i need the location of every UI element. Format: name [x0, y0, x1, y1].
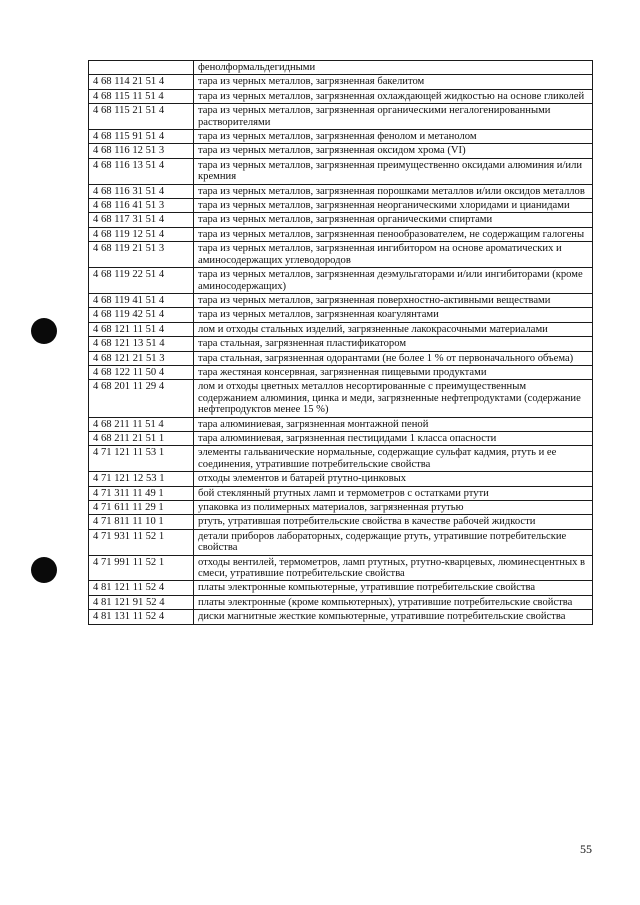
table-row — [89, 486, 593, 500]
table-row — [89, 595, 593, 609]
waste-description-cell: диски магнитные жесткие компьютерные, утратившие потребительские свойства — [194, 610, 593, 624]
table-row — [89, 351, 593, 365]
waste-description-cell: тара из черных металлов, загрязненная пенообразователем, не содержащим галогены — [194, 227, 593, 241]
waste-description-cell: платы электронные компьютерные, утратившие потребительские свойства — [194, 581, 593, 595]
waste-description-cell: тара из черных металлов, загрязненная органическими негалогенированными растворителями — [194, 104, 593, 130]
table-row — [89, 199, 593, 213]
waste-code-cell: 4 68 115 91 51 4 — [89, 130, 194, 144]
table-row — [89, 144, 593, 158]
waste-code-cell: 4 68 201 11 29 4 — [89, 380, 194, 417]
table-row — [89, 472, 593, 486]
waste-description-cell: тара из черных металлов, загрязненная преимущественно оксидами алюминия и/или кремния — [194, 158, 593, 184]
binder-hole-top — [31, 318, 57, 344]
waste-code-cell: 4 68 211 11 51 4 — [89, 417, 194, 431]
table-row — [89, 529, 593, 555]
waste-description-cell: детали приборов лабораторных, содержащие ртуть, утратившие потребительские свойства — [194, 529, 593, 555]
waste-code-cell: 4 68 121 21 51 3 — [89, 351, 194, 365]
waste-code-cell: 4 71 991 11 52 1 — [89, 555, 194, 581]
table-row — [89, 515, 593, 529]
table-row — [89, 581, 593, 595]
table-row — [89, 365, 593, 379]
waste-description-cell: тара стальная, загрязненная пластификатором — [194, 337, 593, 351]
waste-code-cell: 4 68 116 12 51 3 — [89, 144, 194, 158]
waste-code-cell: 4 71 121 11 53 1 — [89, 446, 194, 472]
waste-description-cell: фенолформальдегидными — [194, 61, 593, 75]
waste-code-cell: 4 68 119 12 51 4 — [89, 227, 194, 241]
waste-code-cell: 4 68 117 31 51 4 — [89, 213, 194, 227]
waste-description-cell: отходы вентилей, термометров, ламп ртутных, ртутно-кварцевых, люминесцентных в смеси, утратившие потребительские свойства — [194, 555, 593, 581]
table-row — [89, 446, 593, 472]
waste-code-cell: 4 68 116 41 51 3 — [89, 199, 194, 213]
waste-code-cell: 4 71 811 11 10 1 — [89, 515, 194, 529]
waste-code-cell: 4 68 116 31 51 4 — [89, 184, 194, 198]
table-row — [89, 337, 593, 351]
waste-description-cell: тара из черных металлов, загрязненная бакелитом — [194, 75, 593, 89]
waste-code-cell: 4 81 131 11 52 4 — [89, 610, 194, 624]
waste-code-cell: 4 68 211 21 51 1 — [89, 431, 194, 445]
waste-code-cell — [89, 61, 194, 75]
table-row — [89, 75, 593, 89]
table-row — [89, 158, 593, 184]
table-row — [89, 431, 593, 445]
waste-code-cell: 4 68 119 42 51 4 — [89, 308, 194, 322]
table-row — [89, 61, 593, 75]
waste-description-cell: тара из черных металлов, загрязненная поверхностно-активными веществами — [194, 293, 593, 307]
waste-classification-table — [88, 60, 593, 625]
table-row — [89, 130, 593, 144]
table-row — [89, 417, 593, 431]
table-row — [89, 184, 593, 198]
table-row — [89, 501, 593, 515]
waste-code-cell: 4 68 121 11 51 4 — [89, 322, 194, 336]
binder-hole-bottom — [31, 557, 57, 583]
table-row — [89, 293, 593, 307]
waste-code-cell: 4 68 114 21 51 4 — [89, 75, 194, 89]
waste-description-cell: тара из черных металлов, загрязненная органическими спиртами — [194, 213, 593, 227]
table-row — [89, 610, 593, 624]
table-row — [89, 380, 593, 417]
waste-code-cell: 4 71 121 12 53 1 — [89, 472, 194, 486]
waste-code-cell: 4 71 611 11 29 1 — [89, 501, 194, 515]
waste-description-cell: лом и отходы стальных изделий, загрязненные лакокрасочными материалами — [194, 322, 593, 336]
waste-code-cell: 4 81 121 11 52 4 — [89, 581, 194, 595]
waste-description-cell: платы электронные (кроме компьютерных), утратившие потребительские свойства — [194, 595, 593, 609]
waste-description-cell: упаковка из полимерных материалов, загрязненная ртутью — [194, 501, 593, 515]
waste-description-cell: отходы элементов и батарей ртутно-цинковых — [194, 472, 593, 486]
waste-code-cell: 4 71 311 11 49 1 — [89, 486, 194, 500]
waste-description-cell: тара жестяная консервная, загрязненная пищевыми продуктами — [194, 365, 593, 379]
waste-description-cell: тара из черных металлов, загрязненная охлаждающей жидкостью на основе гликолей — [194, 89, 593, 103]
waste-description-cell: ртуть, утратившая потребительские свойства в качестве рабочей жидкости — [194, 515, 593, 529]
waste-description-cell: тара из черных металлов, загрязненная коагулянтами — [194, 308, 593, 322]
waste-code-cell: 4 68 116 13 51 4 — [89, 158, 194, 184]
waste-code-cell: 4 68 115 21 51 4 — [89, 104, 194, 130]
waste-code-cell: 4 68 119 22 51 4 — [89, 268, 194, 294]
table-row — [89, 322, 593, 336]
waste-description-cell: тара из черных металлов, загрязненная порошками металлов и/или оксидов металлов — [194, 184, 593, 198]
waste-code-cell: 4 68 115 11 51 4 — [89, 89, 194, 103]
waste-code-cell: 4 68 119 41 51 4 — [89, 293, 194, 307]
table-row — [89, 555, 593, 581]
waste-description-cell: тара из черных металлов, загрязненная оксидом хрома (VI) — [194, 144, 593, 158]
waste-description-cell: тара из черных металлов, загрязненная фенолом и метанолом — [194, 130, 593, 144]
table-row — [89, 104, 593, 130]
table-row — [89, 213, 593, 227]
waste-description-cell: тара из черных металлов, загрязненная деэмульгаторами и/или ингибиторами (кроме аминосодержащих) — [194, 268, 593, 294]
table-row — [89, 89, 593, 103]
table-row — [89, 308, 593, 322]
waste-code-cell: 4 71 931 11 52 1 — [89, 529, 194, 555]
waste-code-cell: 4 68 121 13 51 4 — [89, 337, 194, 351]
waste-description-cell: тара алюминиевая, загрязненная пестицидами 1 класса опасности — [194, 431, 593, 445]
page-number: 55 — [580, 842, 592, 856]
waste-description-cell: тара из черных металлов, загрязненная ингибитором на основе ароматических и аминосодержащих углеводородов — [194, 242, 593, 268]
table-row — [89, 242, 593, 268]
table-row — [89, 268, 593, 294]
waste-description-cell: бой стеклянный ртутных ламп и термометров с остатками ртути — [194, 486, 593, 500]
waste-description-cell: элементы гальванические нормальные, содержащие сульфат кадмия, ртуть и ее соединения, утратившие потребительские свойства — [194, 446, 593, 472]
waste-code-cell: 4 81 121 91 52 4 — [89, 595, 194, 609]
waste-description-cell: тара алюминиевая, загрязненная монтажной пеной — [194, 417, 593, 431]
waste-code-cell: 4 68 122 11 50 4 — [89, 365, 194, 379]
waste-description-cell: лом и отходы цветных металлов несортированные с преимущественным содержанием алюминия, цинка и меди, загрязненные нефтепродуктами (содержание нефтепродуктов менее 15 %) — [194, 380, 593, 417]
waste-description-cell: тара из черных металлов, загрязненная неорганическими хлоридами и цианидами — [194, 199, 593, 213]
table-row — [89, 227, 593, 241]
waste-description-cell: тара стальная, загрязненная одорантами (не более 1 % от первоначального объема) — [194, 351, 593, 365]
waste-code-cell: 4 68 119 21 51 3 — [89, 242, 194, 268]
